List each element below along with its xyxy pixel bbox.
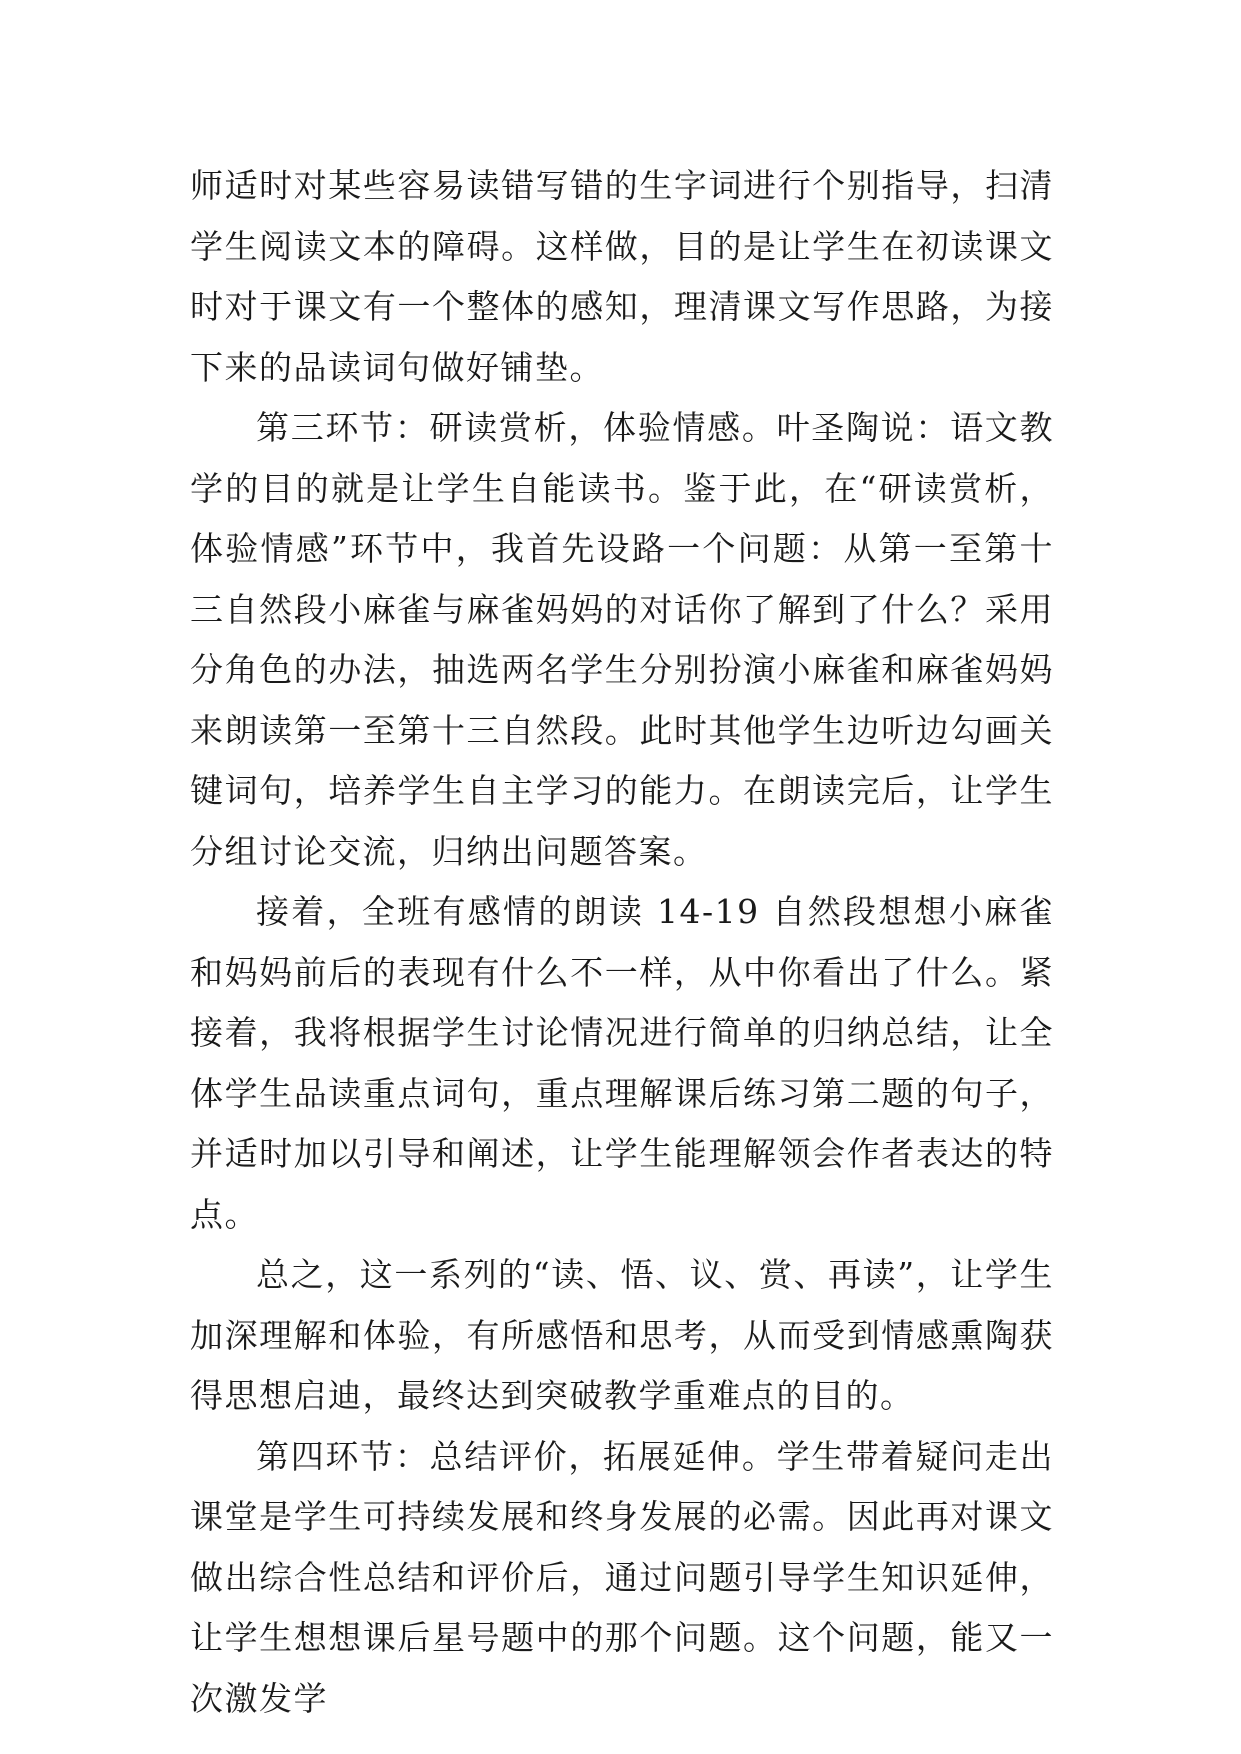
paragraph-3: 接着，全班有感情的朗读 14-19 自然段想想小麻雀和妈妈前后的表现有什么不一样，从中你看出了什么。紧接着，我将根据学生讨论情况进行简单的归纳总结，让全体学生品读重点词句，重点理解课后练习第二题的句子，并适时加以引导和阐述，让学生能理解领会作者表达的特点。 <box>190 892 1054 1234</box>
paragraph-5: 第四环节：总结评价，拓展延伸。学生带着疑问走出课堂是学生可持续发展和终身发展的必需。因此再对课文做出综合性总结和评价后，通过问题引导学生知识延伸，让学生想想课后星号题中的那个问题。这个问题，能又一次激发学 <box>190 1436 1054 1718</box>
document-body <box>190 156 1054 1729</box>
paragraph-2: 第三环节：研读赏析，体验情感。叶圣陶说：语文教学的目的就是让学生自能读书。鉴于此，在“研读赏析，体验情感”环节中，我首先设路一个问题：从第一至第十三自然段小麻雀与麻雀妈妈的对话你了解到了什么？采用分角色的办法，抽选两名学生分别扮演小麻雀和麻雀妈妈来朗读第一至第十三自然段。此时其他学生边听边勾画关键词句，培养学生自主学习的能力。在朗读完后，让学生分组讨论交流，归纳出问题答案。 <box>190 408 1054 871</box>
paragraph-1: 师适时对某些容易读错写错的生字词进行个别指导，扫清学生阅读文本的障碍。这样做，目的是让学生在初读课文时对于课文有一个整体的感知，理清课文写作思路，为接下来的品读词句做好铺垫。 <box>190 166 1054 387</box>
paragraph-4: 总之，这一系列的“读、悟、议、赏、再读”，让学生加深理解和体验，有所感悟和思考，从而受到情感熏陶获得思想启迪，最终达到突破教学重难点的目的。 <box>190 1255 1054 1415</box>
